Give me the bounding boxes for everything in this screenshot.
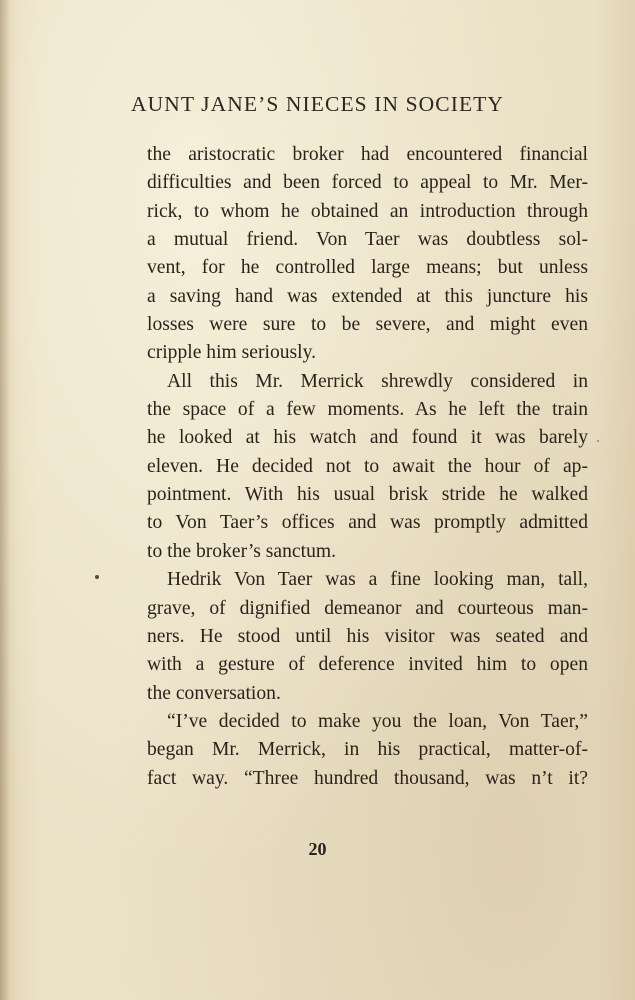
- paper-speck: [95, 575, 99, 579]
- running-head: AUNT JANE’S NIECES IN SOCIETY: [130, 92, 505, 116]
- text-line: losses were sure to be severe, and might even: [147, 314, 588, 336]
- text-line: the conversation.: [147, 682, 281, 704]
- page-number: 20: [308, 839, 327, 859]
- text-line: pointment. With his usual brisk stride he walked: [147, 484, 588, 506]
- text-line: Hedrik Von Taer was a fine looking man, tall,: [167, 569, 588, 591]
- text-line: grave, of dignified demeanor and courteous man-: [147, 597, 588, 619]
- text-line: began Mr. Merrick, in his practical, matter-of-: [147, 739, 588, 761]
- text-line: the aristocratic broker had encountered financial: [147, 144, 588, 165]
- text-line: to the broker’s sanctum.: [147, 540, 337, 562]
- text-line: to Von Taer’s offices and was promptly admitted: [147, 512, 588, 534]
- text-line: with a gesture of deference invited him to open: [147, 654, 588, 676]
- text-line: he looked at his watch and found it was barely: [147, 427, 588, 449]
- text-line: a mutual friend. Von Taer was doubtless sol-: [147, 229, 588, 251]
- text-line: fact way. “Three hundred thousand, was n’t it?: [147, 767, 588, 789]
- text-line: a saving hand was extended at this juncture his: [147, 285, 588, 307]
- text-line: eleven. He decided not to await the hour of ap-: [147, 455, 588, 477]
- body-text: [147, 141, 588, 793]
- text-line: difficulties and been forced to appeal to Mr. Mer-: [147, 172, 588, 194]
- text-line: rick, to whom he obtained an introduction through: [147, 200, 588, 222]
- text-line: All this Mr. Merrick shrewdly considered in: [167, 370, 588, 392]
- text-line: “I’ve decided to make you the loan, Von Taer,”: [167, 710, 588, 732]
- text-line: the space of a few moments. As he left the train: [147, 399, 588, 421]
- paper-speck: [597, 440, 599, 442]
- text-line: cripple him seriously.: [147, 342, 317, 364]
- text-line: vent, for he controlled large means; but unless: [147, 257, 588, 279]
- text-line: ners. He stood until his visitor was seated and: [147, 625, 588, 647]
